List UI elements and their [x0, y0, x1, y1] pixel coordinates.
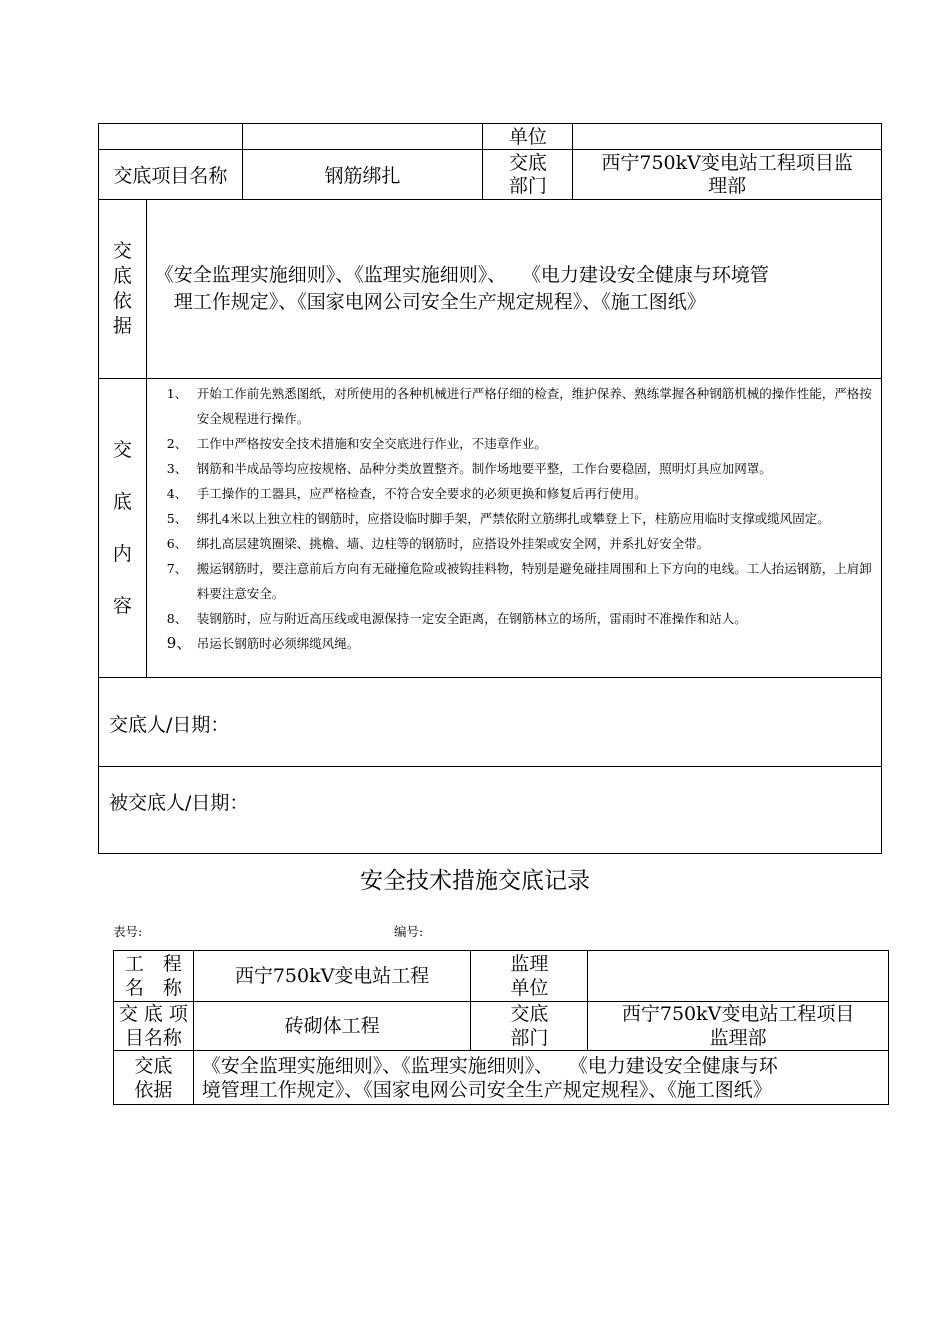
- item-name-value: 钢筋绑扎: [242, 150, 483, 200]
- list-item: [159, 381, 875, 431]
- basis-line1: 《安全监理实施细则》、《监理实施细则》、 《电力建设安全健康与环: [201, 1054, 778, 1077]
- basis-text: [146, 200, 881, 379]
- list-item: [159, 531, 875, 556]
- list-item: [159, 631, 875, 656]
- giver-label: 交底人/日期：: [109, 713, 230, 736]
- list-item: [159, 456, 875, 481]
- unit-label: 单位: [483, 124, 573, 150]
- dept-value-line2: 理部: [708, 174, 747, 197]
- item-text: 工作中严格按安全技术措施和安全交底进行作业，不违章作业。: [196, 436, 547, 451]
- basis-label-line2: 依据: [134, 1078, 173, 1101]
- dept-value: [588, 1002, 889, 1051]
- basis-label-char: 据: [112, 315, 132, 337]
- content-label: [99, 379, 147, 678]
- list-item: [159, 556, 875, 606]
- giver-signature-cell: [99, 678, 882, 767]
- dept-label-line2: 部门: [508, 174, 547, 197]
- item-number: 8、: [166, 611, 188, 626]
- project-name-label: [114, 951, 194, 1002]
- supervision-label-line1: 监理: [510, 953, 549, 975]
- content-label-char: 交: [112, 439, 132, 461]
- supervision-label-line2: 单位: [510, 977, 549, 999]
- page-title: 安全技术措施交底记录: [360, 868, 590, 894]
- basis-line1: 《安全监理实施细则》、《监理实施细则》、 《电力建设安全健康与环境管: [154, 264, 769, 286]
- content-label-char: 容: [112, 595, 132, 617]
- item-text: 手工操作的工器具，应严格检查，不符合安全要求的必须更换和修复后再行使用。: [196, 486, 647, 501]
- item-number: 9、: [166, 634, 192, 652]
- form1-table: [98, 123, 882, 854]
- unit-value-cell: [573, 124, 882, 150]
- basis-label-char: 依: [112, 290, 132, 312]
- item-text: 绑扎4米以上独立柱的钢筋时，应搭设临时脚手架，严禁依附立筋绑扎或攀登上下，柱筋应用临时支撑或缆风固定。: [196, 511, 830, 526]
- supervision-unit-value: [588, 951, 889, 1002]
- item-text: 搬运钢筋时，要注意前后方向有无碰撞危险或被钩挂料物，特别是避免碰挂周围和上下方向的电线。工人抬运钢筋，上肩卸料要注意安全。: [196, 561, 872, 601]
- basis-label-line1: 交底: [134, 1054, 173, 1077]
- dept-value-line2: 监理部: [709, 1027, 767, 1049]
- table-no-label: 表号:: [113, 924, 143, 939]
- item-number: 5、: [166, 511, 188, 526]
- item-number: 2、: [166, 436, 188, 451]
- dept-label: [483, 150, 573, 200]
- item-number: 1、: [166, 386, 188, 401]
- item-name-label: [114, 1002, 194, 1051]
- receiver-signature-cell: [99, 767, 882, 854]
- list-item: [159, 606, 875, 631]
- dept-value-line1: 西宁750kV变电站工程项目: [621, 1003, 855, 1025]
- content-list: [146, 379, 881, 678]
- dept-label: [471, 1002, 588, 1051]
- item-name-value: 砖砌体工程: [193, 1002, 471, 1051]
- list-item: [159, 506, 875, 531]
- dept-label-line1: 交底: [510, 1003, 549, 1025]
- dept-label-line1: 交底: [508, 151, 547, 174]
- item-number: 6、: [166, 536, 188, 551]
- item-text: 绑扎高层建筑圈梁、挑檐、墙、边柱等的钢筋时，应搭设外挂架或安全网，并系扎好安全带。: [196, 536, 710, 551]
- list-item: [159, 431, 875, 456]
- item-label-line1: 交 底 项: [118, 1003, 188, 1025]
- item-number: 4、: [166, 486, 188, 501]
- basis-label-char: 底: [112, 265, 132, 287]
- project-label-line2: 名 称: [124, 977, 182, 999]
- project-name-value: 西宁750kV变电站工程: [193, 951, 471, 1002]
- item-name-label: 交底项目名称: [99, 150, 243, 200]
- list-item: [159, 481, 875, 506]
- content-label-char: 内: [112, 543, 132, 565]
- dept-label-line2: 部门: [510, 1027, 549, 1049]
- item-text: 吊运长钢筋时必须绑缆风绳。: [196, 636, 360, 651]
- serial-no-label: 编号:: [394, 924, 424, 939]
- basis-label: [114, 1051, 194, 1105]
- item-number: 7、: [166, 561, 188, 576]
- receiver-label: 被交底人/日期：: [109, 792, 249, 814]
- basis-label-char: 交: [112, 240, 132, 262]
- empty-cell: [99, 124, 243, 150]
- basis-line2: 境管理工作规定》、《国家电网公司安全生产规定规程》、《施工图纸》: [201, 1078, 772, 1101]
- item-text: 开始工作前先熟悉图纸，对所使用的各种机械进行严格仔细的检查，维护保养、熟练掌握各种钢筋机械的操作性能，严格按安全规程进行操作。: [196, 386, 872, 426]
- empty-cell: [242, 124, 483, 150]
- basis-line2: 理工作规定》、《国家电网公司安全生产规定规程》、《施工图纸》: [154, 291, 706, 313]
- basis-text: [193, 1051, 888, 1105]
- form2-table: [113, 950, 889, 1105]
- item-number: 3、: [166, 461, 188, 476]
- dept-value: [573, 150, 882, 200]
- item-text: 钢筋和半成品等均应按规格、品种分类放置整齐。制作场地要平整，工作台要稳固，照明灯具应加网罩。: [196, 461, 772, 476]
- basis-label: [99, 200, 147, 379]
- dept-value-line1: 西宁750kV变电站工程项目监: [601, 151, 853, 174]
- content-label-char: 底: [112, 491, 132, 513]
- item-label-line2: 目名称: [124, 1027, 182, 1049]
- item-text: 装钢筋时，应与附近高压线或电源保持一定安全距离，在钢筋林立的场所，雷雨时不准操作和站人。: [196, 611, 747, 626]
- project-label-line1: 工 程: [124, 953, 182, 975]
- supervision-unit-label: [471, 951, 588, 1002]
